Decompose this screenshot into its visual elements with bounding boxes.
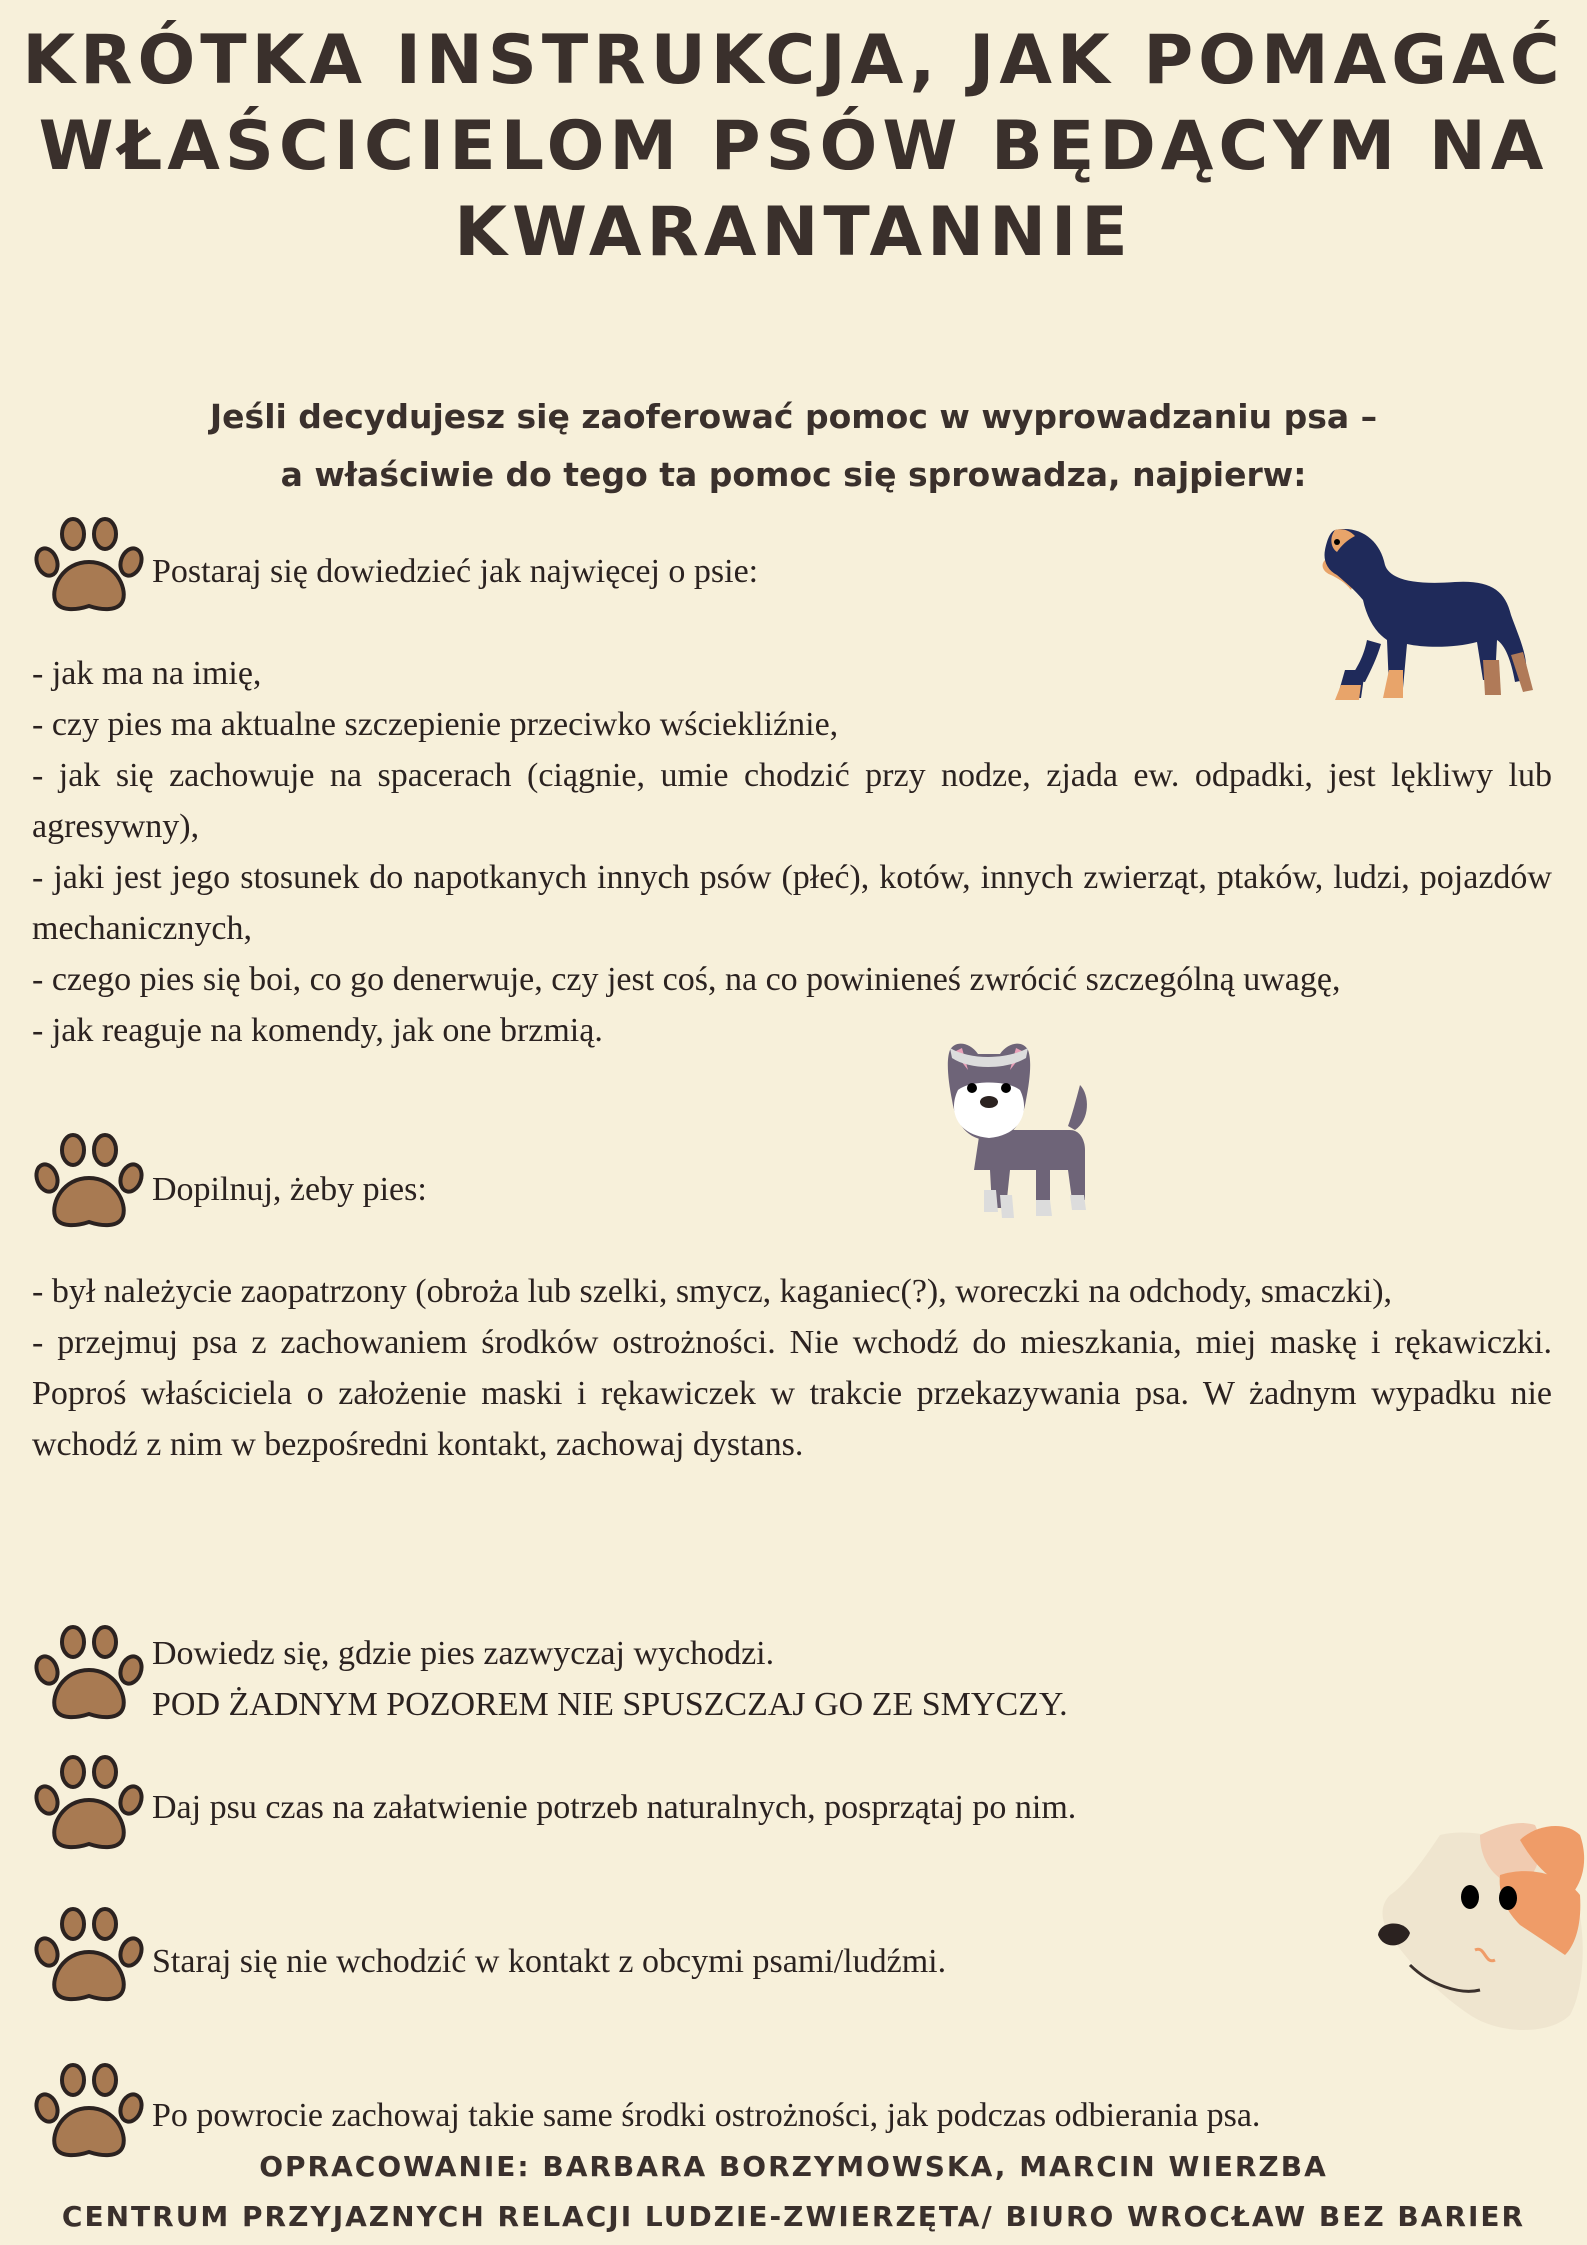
section-2-list <box>32 1266 1552 1470</box>
list-item: - jak ma na imię, <box>32 655 262 692</box>
title-line-1: KRÓTKA INSTRUKCJA, JAK POMAGAĆ <box>22 21 1565 100</box>
list-item: - jak się zachowuje na spacerach (ciągnie, umie chodzić przy nodze, zjada ew. odpadki, jest lękliwy lub agresywny), <box>32 757 1552 845</box>
paw-icon <box>30 1128 148 1232</box>
section-5: Staraj się nie wchodzić w kontakt z obcymi psami/ludźmi. <box>152 1943 947 1980</box>
footer-authors: OPRACOWANIE: BARBARA BORZYMOWSKA, MARCIN WIERZBA <box>259 2150 1328 2183</box>
paw-icon <box>30 2058 148 2162</box>
section-1-list <box>32 648 1552 1056</box>
section-3 <box>152 1628 1068 1730</box>
section-3-line-2: POD ŻADNYM POZOREM NIE SPUSZCZAJ GO ZE SMYCZY. <box>152 1686 1068 1723</box>
terrier-head-illustration <box>1370 1815 1587 2035</box>
list-item: - jak reaguje na komendy, jak one brzmią. <box>32 1012 603 1049</box>
paw-icon <box>30 512 148 616</box>
page-title <box>0 18 1587 276</box>
title-line-2: WŁAŚCICIELOM PSÓW BĘDĄCYM NA <box>38 107 1549 186</box>
subtitle <box>0 388 1587 504</box>
subtitle-line-1: Jeśli decydujesz się zaoferować pomoc w wyprowadzaniu psa – <box>209 397 1378 436</box>
section-3-line-1: Dowiedz się, gdzie pies zazwyczaj wychodzi. <box>152 1635 775 1672</box>
paw-icon <box>30 1902 148 2006</box>
subtitle-line-2: a właściwie do tego ta pomoc się sprowadza, najpierw: <box>280 455 1307 494</box>
footer-organization: CENTRUM PRZYJAZNYCH RELACJI LUDZIE-ZWIERZĘTA/ BIURO WROCŁAW BEZ BARIER <box>61 2200 1526 2233</box>
section-6: Po powrocie zachowaj takie same środki ostrożności, jak podczas odbierania psa. <box>152 2097 1261 2134</box>
list-item: - czego pies się boi, co go denerwuje, czy jest coś, na co powinieneś zwrócić szczególną uwagę, <box>32 961 1341 998</box>
list-item: - czy pies ma aktualne szczepienie przeciwko wściekliźnie, <box>32 706 839 743</box>
title-line-3: KWARANTANNIE <box>454 193 1133 272</box>
list-item: - przejmuj psa z zachowaniem środków ostrożności. Nie wchodź do mieszkania, miej maskę i rękawiczki. Poproś właściciela o założenie maski i rękawiczek w trakcie przekazywania psa. W żadnym wypadku nie wchodź z nim w bezpośredni kontakt, zachowaj dystans. <box>32 1324 1552 1463</box>
section-1-heading: Postaraj się dowiedzieć jak najwięcej o psie: <box>152 553 759 590</box>
section-2-heading: Dopilnuj, żeby pies: <box>152 1171 427 1208</box>
list-item: - był należycie zaopatrzony (obroża lub szelki, smycz, kaganiec(?), woreczki na odchody, smaczki), <box>32 1273 1393 1310</box>
section-4: Daj psu czas na załatwienie potrzeb naturalnych, posprzątaj po nim. <box>152 1789 1077 1826</box>
list-item: - jaki jest jego stosunek do napotkanych innych psów (płeć), kotów, innych zwierząt, ptaków, ludzi, pojazdów mechanicznych, <box>32 859 1552 947</box>
paw-icon <box>30 1620 148 1724</box>
paw-icon <box>30 1750 148 1854</box>
schnauzer-illustration <box>940 1030 1100 1230</box>
